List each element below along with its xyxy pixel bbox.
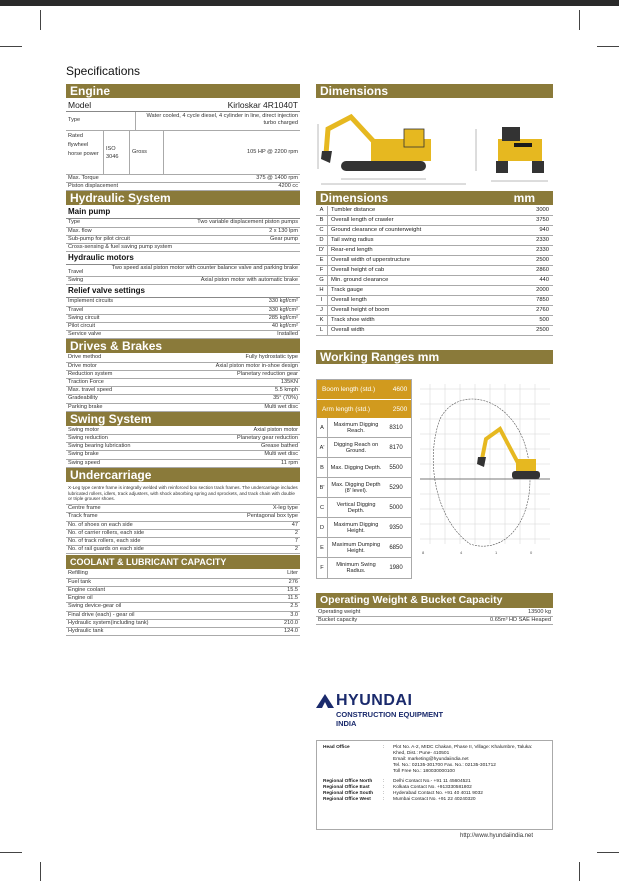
spec-value: 5.5 kmph — [274, 387, 298, 394]
spec-value: 2.5 — [290, 603, 298, 610]
contact-box — [316, 740, 553, 830]
crop-mark — [0, 46, 22, 47]
bucket-capacity-row — [316, 617, 553, 625]
spec-label: No. of shoes on each side — [68, 521, 133, 528]
row-label: Overall length of crawler — [331, 217, 394, 223]
spec-value: 11 rpm — [281, 459, 298, 466]
table-row — [317, 438, 411, 458]
swing-motor-row — [66, 277, 300, 285]
contact-text: Delhi Contact No.- +91 11 45604521 — [393, 779, 471, 784]
spec-label: Travel — [68, 306, 84, 313]
row-key: C — [317, 498, 328, 517]
spec-value: 124.0 — [284, 627, 298, 634]
row-key: D' — [316, 246, 328, 255]
spec-label: Swing speed — [68, 459, 101, 466]
spec-label: Max. travel speed — [68, 387, 113, 394]
spec-value: 2 — [294, 546, 298, 553]
excavator-side — [321, 117, 431, 171]
row-value: 2500 — [536, 257, 549, 263]
table-row — [317, 478, 411, 498]
spec-label: Implement circuits — [68, 298, 114, 305]
spec-label: Parking brake — [68, 403, 103, 410]
row-label: Digging Reach on Ground. — [333, 441, 379, 454]
top-bar — [0, 0, 619, 6]
spec-label: Fuel tank — [68, 578, 92, 585]
contact-row: Regional Office West : Mumbai Contact No. +91 22 40240320 — [323, 797, 546, 803]
working-ranges-table — [316, 379, 412, 579]
row-label: Maximum Digging Height. — [333, 521, 379, 534]
row-label: Minimum Swing Radius. — [336, 562, 376, 574]
spec-label: Hydraulic tank — [68, 627, 104, 634]
spec-value: 40 kgf/cm² — [271, 323, 298, 330]
spec-label: No. of track rollers, each side — [68, 538, 141, 545]
row-value: 2860 — [536, 267, 549, 273]
boom-value: 4600 — [392, 386, 408, 393]
working-range-illustration — [420, 379, 550, 559]
row-value: 500 — [539, 317, 549, 323]
contact-row: Regional Office North : Delhi Contact No.- +91 11 45604521 — [323, 779, 546, 785]
spec-row — [66, 513, 300, 521]
dimensions-header: Dimensions — [316, 84, 553, 99]
table-row — [316, 226, 553, 236]
table-row — [316, 296, 553, 306]
table-row — [317, 558, 411, 578]
dimensions-table — [316, 206, 553, 336]
row-key: B — [317, 458, 328, 477]
contact-label: Regional Office West — [323, 797, 371, 802]
crop-mark — [0, 852, 22, 853]
table-row — [317, 418, 411, 438]
contact-label: Head Office — [323, 745, 350, 750]
spec-label: Refilling — [68, 570, 88, 577]
spec-label: Swing device-gear oil — [68, 603, 122, 610]
contact-text: Plot No. A-2, MIDC Chakan, Phase II, Village: Khalumbre, Taluka: Khed, Dist.: Pune- 410501 — [393, 745, 533, 756]
rated-value: 105 HP @ 2200 rpm — [247, 149, 298, 155]
spec-row — [66, 228, 300, 236]
hydraulic-header: Hydraulic System — [66, 191, 300, 206]
spec-row — [66, 530, 300, 538]
row-label: Overall height of cab — [331, 267, 385, 273]
piston-value: 4200 cc — [278, 183, 298, 190]
row-label: Track gauge — [331, 287, 364, 293]
swing-header: Swing System — [66, 412, 300, 427]
spec-row — [66, 219, 300, 227]
spec-label: Operating weight — [318, 609, 361, 615]
contact-text: Toll Free No.: 180030000100 — [393, 769, 455, 774]
axis-tick: 4 — [460, 550, 463, 555]
spec-row — [66, 298, 300, 306]
spec-row — [66, 620, 300, 628]
engine-header: Engine — [66, 84, 300, 99]
spec-label: Bucket capacity — [318, 617, 358, 624]
gross-label: Gross — [130, 131, 164, 174]
row-label: Overall height of boom — [331, 307, 390, 313]
row-label: Vertical Digging Depth. — [336, 501, 376, 514]
row-key: B — [316, 216, 328, 225]
spec-label: Swing circuit — [68, 314, 100, 321]
drives-header: Drives & Brakes — [66, 339, 300, 354]
spec-row — [66, 505, 300, 513]
hyundai-triangle-icon — [316, 694, 334, 708]
spec-row — [66, 323, 300, 331]
row-label: Overall width — [331, 327, 365, 333]
spec-value: Planetary gear reduction — [237, 435, 298, 442]
spec-row — [66, 595, 300, 603]
spec-value: 2 — [294, 529, 298, 536]
excavator-working — [477, 429, 540, 479]
spec-row — [66, 443, 300, 451]
row-value: 3000 — [536, 207, 549, 213]
table-row — [316, 286, 553, 296]
relief-heading: Relief valve settings — [66, 285, 300, 298]
table-row — [316, 246, 553, 256]
spec-row — [66, 395, 300, 403]
table-row — [316, 236, 553, 246]
row-key: A — [317, 418, 328, 437]
spec-value: Axial piston motor in-shoe design — [215, 362, 298, 369]
spec-row — [66, 603, 300, 611]
spec-label: Drive method — [68, 354, 102, 361]
contact-row — [323, 769, 546, 775]
travel-value: Two speed axial piston motor with counter balance valve and parking brake — [111, 265, 298, 272]
axis-tick: 8 — [422, 550, 425, 555]
model-label: Model — [68, 100, 92, 110]
spec-label: Drive motor — [68, 362, 97, 369]
row-key: L — [316, 326, 328, 335]
spec-value: 285 kgf/cm² — [268, 314, 298, 321]
table-row — [316, 206, 553, 216]
spec-row — [66, 315, 300, 323]
spec-value: Planetary reduction gear — [237, 370, 298, 377]
spec-label: Engine oil — [68, 595, 93, 602]
spec-value: X-leg type — [272, 505, 298, 512]
spec-row — [66, 587, 300, 595]
spec-label: Final drive (each) - gear oil — [68, 611, 135, 618]
spec-value: 135KN — [280, 379, 298, 386]
contact-row: Regional Office South : Hyderabad Contact No. +91 40 4011 9032 — [323, 791, 546, 797]
row-key: G — [316, 276, 328, 285]
torque-label: Max. Torque — [68, 175, 99, 181]
spec-row — [66, 379, 300, 387]
spec-label: Traction Force — [68, 379, 104, 386]
spec-row — [66, 570, 300, 578]
working-ranges-header: Working Ranges mm — [316, 350, 553, 365]
spec-label: Hydraulic system(including tank) — [68, 619, 149, 626]
type-value: Water cooled, 4 cycle diesel, 4 cylinder in line, direct injection turbo charged — [146, 113, 298, 126]
spec-label: Reduction system — [68, 370, 113, 377]
dimension-drawing — [316, 99, 553, 191]
row-value: 3750 — [536, 217, 549, 223]
spec-value: 330 kgf/cm² — [268, 298, 298, 305]
table-row — [317, 538, 411, 558]
crop-mark — [40, 862, 41, 881]
row-key: A' — [317, 438, 328, 457]
spec-value: 276 — [288, 578, 298, 585]
spec-row — [66, 354, 300, 362]
row-value: 5290 — [389, 484, 403, 491]
table-row — [316, 316, 553, 326]
operating-weight-header: Operating Weight & Bucket Capacity — [316, 593, 553, 609]
row-value: 440 — [539, 277, 549, 283]
contact-text[interactable]: Email: marketing@hyundaiindia.net — [393, 757, 469, 762]
undercarriage-header: Undercarriage — [66, 468, 300, 483]
spec-row — [66, 522, 300, 530]
boom-label: Boom length (std.) — [322, 386, 376, 393]
spec-label: Pilot circuit — [68, 323, 96, 330]
row-value: 2760 — [536, 307, 549, 313]
spec-value: Installed — [277, 331, 298, 338]
spec-row — [66, 538, 300, 546]
spec-label: No. of rail guards on each side — [68, 546, 144, 553]
arm-value: 2500 — [392, 405, 408, 413]
left-column — [66, 84, 300, 636]
excavator-side-view-illustration — [316, 99, 553, 191]
spec-row — [66, 612, 300, 620]
row-key: C — [316, 226, 328, 235]
spec-value: Fully hydrostatic type — [245, 354, 298, 361]
spec-label: Swing reduction — [68, 435, 108, 442]
spec-value: 11.5 — [287, 595, 298, 602]
crop-mark — [597, 46, 619, 47]
coolant-header: COOLANT & LUBRICANT CAPACITY — [66, 555, 300, 570]
rated-label: Rated flywheel horse power — [66, 131, 104, 174]
main-pump-heading: Main pump — [66, 206, 300, 219]
contact-row: Head Office : Plot No. A-2, MIDC Chakan, Phase II, Village: Khalumbre, Taluka: Khed, Dist.: Pune- 410501 — [323, 745, 546, 757]
spec-label: Swing bearing lubrication — [68, 443, 131, 450]
spec-value: Pentagonal box type — [246, 513, 298, 520]
spec-value: 13500 kg — [527, 609, 551, 615]
type-row — [66, 112, 300, 131]
iso-label: ISO 3046 — [104, 131, 130, 174]
crop-mark — [579, 10, 580, 30]
table-row — [316, 266, 553, 276]
crop-mark — [40, 10, 41, 30]
spec-row — [66, 363, 300, 371]
excavator-front — [496, 127, 544, 173]
row-value: 8310 — [389, 424, 403, 431]
spec-label: Service valve — [68, 331, 102, 338]
spec-value: 0.65m³ HD SAE Heaped — [490, 617, 551, 624]
table-row — [317, 518, 411, 538]
contact-row: Regional Office East : Kolkata Contact No. +913330581802 — [323, 785, 546, 791]
row-label: Max. Digging Depth (8' level). — [331, 481, 381, 494]
model-row — [66, 99, 300, 112]
spec-value: 210.0 — [284, 619, 298, 626]
operating-weight-row — [316, 609, 553, 617]
row-key: I — [316, 296, 328, 305]
spec-label: Type — [68, 219, 81, 226]
row-key: D — [317, 518, 328, 537]
row-key: A — [316, 206, 328, 215]
spec-value: Axial piston motor with automatic brake — [200, 277, 298, 284]
spec-value: 330 kgf/cm² — [268, 306, 298, 313]
spec-label: Centre frame — [68, 505, 101, 512]
spec-label: Swing — [68, 277, 84, 284]
row-label: Maximum Dumping Height. — [331, 541, 381, 554]
row-label: Rear-end length — [331, 247, 373, 253]
contact-label: Regional Office South — [323, 791, 374, 796]
arm-label: Arm length (std.) — [322, 405, 371, 413]
contact-label: Regional Office East — [323, 785, 370, 790]
row-label: Tumbler distance — [331, 207, 376, 213]
table-row — [316, 306, 553, 316]
working-range-diagram — [412, 379, 553, 579]
crop-mark — [579, 862, 580, 881]
page-title: Specifications — [66, 64, 141, 78]
boom-length-row — [317, 380, 411, 399]
table-row — [316, 216, 553, 226]
contact-label — [323, 769, 383, 775]
crop-mark — [597, 852, 619, 853]
dimensions-table-header — [316, 191, 553, 206]
spec-value: Axial piston motor — [253, 426, 298, 433]
row-label: Ground clearance of counterweight — [331, 227, 422, 233]
table-row — [316, 256, 553, 266]
row-value: 5000 — [389, 504, 403, 511]
brand-name: HYUNDAI — [336, 692, 413, 709]
table-row — [317, 498, 411, 518]
table-row — [316, 276, 553, 286]
spec-row — [66, 435, 300, 443]
contact-text: Kolkata Contact No. +913330581802 — [393, 785, 472, 790]
torque-row — [66, 175, 300, 183]
table-row — [316, 326, 553, 336]
right-column — [316, 84, 553, 625]
row-key: B' — [317, 478, 328, 497]
spec-label: Cross-sensing & fuel saving pump system — [68, 244, 173, 251]
dimensions-unit: mm — [513, 191, 535, 205]
spec-label: No. of carrier rollers, each side — [68, 529, 145, 536]
row-value: 940 — [539, 227, 549, 233]
row-key: D — [316, 236, 328, 245]
spec-row — [66, 236, 300, 244]
row-label: Overall width of upperstructure — [331, 257, 410, 263]
spec-row — [66, 244, 300, 252]
spec-row — [66, 404, 300, 412]
spec-value: Multi wet disc — [264, 403, 298, 410]
spec-row — [66, 331, 300, 339]
piston-row — [66, 183, 300, 191]
travel-row — [66, 265, 300, 277]
spec-row — [66, 451, 300, 459]
row-value: 2500 — [536, 327, 549, 333]
spec-row — [66, 387, 300, 395]
row-key: F — [316, 266, 328, 275]
row-value: 7850 — [536, 297, 549, 303]
brand-line1: CONSTRUCTION EQUIPMENT — [336, 710, 444, 719]
spec-value: Two variable displacement piston pumps — [197, 219, 298, 226]
spec-label: Gradeability — [68, 395, 98, 402]
spec-row — [66, 427, 300, 435]
contact-label: Regional Office North — [323, 779, 373, 784]
row-value: 1980 — [389, 565, 403, 571]
row-label: Maximum Digging Reach. — [333, 421, 379, 434]
row-label: Min. ground clearance — [331, 277, 389, 283]
spec-value: Gear pump — [270, 235, 298, 242]
spec-label: Track frame — [68, 513, 98, 520]
spec-row — [66, 307, 300, 315]
row-key: E — [316, 256, 328, 265]
spec-value: 47 — [291, 521, 298, 528]
model-value: Kirloskar 4R1040T — [227, 100, 298, 110]
row-value: 9350 — [389, 524, 403, 531]
arm-length-row — [317, 399, 411, 418]
spec-value: Grease bathed — [260, 443, 298, 450]
spec-label: Swing brake — [68, 451, 99, 458]
row-key: J — [316, 306, 328, 315]
spec-label: Max. flow — [68, 227, 92, 234]
spec-value: 2 x 130 lpm — [269, 227, 298, 234]
spec-label: Sub-pump for pilot circuit — [68, 235, 130, 242]
row-value: 8170 — [389, 444, 403, 451]
row-key: F — [317, 558, 328, 578]
undercarriage-note: X-Leg type centre frame is integrally welded with reinforced box section track frames. The undercarriage includes lubricated rollers, idlers, track adjusters, with shock absorbing spring and sprockets, and track chain with double or triple grouser shoes. — [66, 483, 300, 505]
row-value: 2330 — [536, 247, 549, 253]
axis-tick: 1 — [495, 550, 498, 555]
table-row — [317, 458, 411, 478]
row-label: Track shoe width — [331, 317, 375, 323]
travel-label: Travel — [68, 269, 84, 276]
row-value: 2000 — [536, 287, 549, 293]
row-value: 2330 — [536, 237, 549, 243]
spec-value: 35° (70%) — [273, 395, 298, 402]
spec-row — [66, 371, 300, 379]
row-key: K — [316, 316, 328, 325]
rated-row — [66, 131, 300, 175]
row-label: Tail swing radius — [331, 237, 374, 243]
piston-label: Piston displacement — [68, 183, 119, 190]
spec-value: 15.5 — [287, 586, 298, 593]
hyundai-logo — [316, 692, 443, 728]
row-key: H — [316, 286, 328, 295]
spec-value: Multi wet disc — [264, 451, 298, 458]
axis-tick: 0 — [530, 550, 533, 555]
spec-value: 7 — [294, 538, 298, 545]
brand-line2: INDIA — [336, 719, 357, 728]
spec-label: Engine coolant — [68, 586, 106, 593]
spec-row — [66, 579, 300, 587]
motors-heading: Hydraulic motors — [66, 252, 300, 265]
spec-row — [66, 628, 300, 636]
spec-row — [66, 546, 300, 554]
row-value: 6850 — [389, 544, 403, 551]
spec-label: Swing motor — [68, 426, 100, 433]
spec-row — [66, 460, 300, 468]
contact-text: Hyderabad Contact No. +91 40 4011 9032 — [393, 791, 483, 796]
spec-value: 3.0 — [290, 611, 298, 618]
spec-value: Liter — [287, 570, 298, 577]
row-key: E — [317, 538, 328, 557]
torque-value: 375 @ 1400 rpm — [256, 175, 298, 181]
row-label: Overall length — [331, 297, 367, 303]
dimensions-table-title: Dimensions — [320, 191, 389, 205]
type-label: Type — [66, 112, 136, 130]
contact-text: Tel. No.: 02135-301700 Fax. No.: 02135-301712 — [393, 763, 496, 768]
working-ranges-block — [316, 379, 553, 579]
website-link[interactable]: http://www.hyundaiindia.net — [460, 833, 534, 839]
contact-text: Mumbai Contact No. +91 22 40240320 — [393, 797, 476, 802]
row-label: Max. Digging Depth. — [330, 464, 382, 471]
row-value: 5500 — [389, 464, 403, 471]
